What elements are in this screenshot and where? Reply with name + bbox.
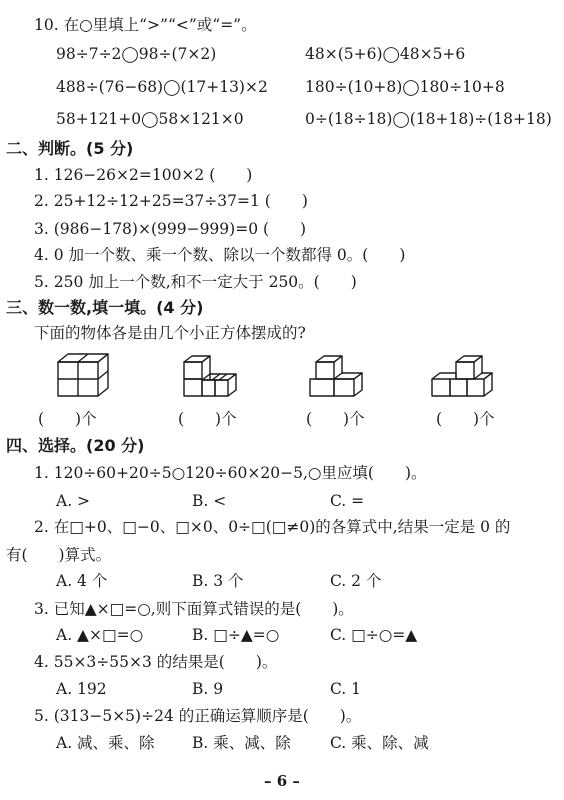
choice-q5-option-a: A. 减、乘、除 <box>56 734 155 752</box>
choice-q4-option-c: C. 1 <box>330 680 362 698</box>
q10-row2-left: 488÷(76−68)◯(17+13)×2 <box>56 78 268 96</box>
choice-q5-option-c: C. 乘、除、减 <box>330 734 429 752</box>
q10-row3-left: 58+121+0◯58×121×0 <box>56 110 244 128</box>
choice-q1-option-c: C. = <box>330 492 365 510</box>
choice-q2-option-b: B. 3 个 <box>192 572 244 590</box>
judge-item-5: 5. 250 加上一个数,和不一定大于 250。( ) <box>34 273 357 291</box>
choice-q5: 5. (313−5×5)÷24 的正确运算顺序是( )。 <box>34 707 362 725</box>
q10-row1-right: 48×(5+6)◯48×5+6 <box>305 45 466 63</box>
choice-q3-option-b: B. □÷▲=○ <box>192 626 280 644</box>
section-4-title: 四、选择。(20 分) <box>6 436 145 455</box>
section-3-title: 三、数一数,填一填。(4 分) <box>6 298 204 317</box>
choice-q3-option-c: C. □÷○=▲ <box>330 626 418 644</box>
q10-row1-left: 98÷7÷2◯98÷(7×2) <box>56 45 217 63</box>
cube-figure-2 <box>180 352 244 398</box>
choice-q1-option-b: B. < <box>192 492 227 510</box>
choice-q5-option-b: B. 乘、减、除 <box>192 734 291 752</box>
cube-figure-3 <box>306 352 370 398</box>
section-2-title: 二、判断。(5 分) <box>6 139 134 158</box>
cube-figure-4 <box>428 352 498 398</box>
cube-answer-3: ( )个 <box>306 410 365 428</box>
choice-q4-option-a: A. 192 <box>56 680 107 698</box>
q10-title: 10. 在○里填上“>”“<”或“=”。 <box>34 16 257 34</box>
q10-row3-right: 0÷(18÷18)◯(18+18)÷(18+18) <box>305 110 552 128</box>
choice-q2-line1: 2. 在□+0、□−0、□×0、0÷□(□≠0)的各算式中,结果一定是 0 的 <box>34 518 511 536</box>
page-number: – 6 – <box>264 772 300 790</box>
choice-q2-option-c: C. 2 个 <box>330 572 382 590</box>
judge-item-4: 4. 0 加一个数、乘一个数、除以一个数都得 0。( ) <box>34 246 406 264</box>
section-3-prompt: 下面的物体各是由几个小正方体摆成的? <box>34 324 306 342</box>
choice-q1-option-a: A. > <box>56 492 91 510</box>
judge-item-1: 1. 126−26×2=100×2 ( ) <box>34 166 253 184</box>
choice-q4: 4. 55×3÷55×3 的结果是( )。 <box>34 653 278 671</box>
choice-q4-option-b: B. 9 <box>192 680 224 698</box>
choice-q2-line2: 有( )算式。 <box>6 546 112 564</box>
cube-answer-4: ( )个 <box>436 410 495 428</box>
choice-q2-option-a: A. 4 个 <box>56 572 108 590</box>
cube-figure-1 <box>56 352 116 398</box>
judge-item-2: 2. 25+12÷12+25=37÷37=1 ( ) <box>34 192 308 210</box>
choice-q1: 1. 120÷60+20÷5○120÷60×20−5,○里应填( )。 <box>34 464 427 482</box>
choice-q3: 3. 已知▲×□=○,则下面算式错误的是( )。 <box>34 600 354 618</box>
judge-item-3: 3. (986−178)×(999−999)=0 ( ) <box>34 220 307 238</box>
q10-row2-right: 180÷(10+8)◯180÷10+8 <box>305 78 505 96</box>
cube-answer-2: ( )个 <box>178 410 237 428</box>
cube-answer-1: ( )个 <box>38 410 97 428</box>
choice-q3-option-a: A. ▲×□=○ <box>56 626 144 644</box>
